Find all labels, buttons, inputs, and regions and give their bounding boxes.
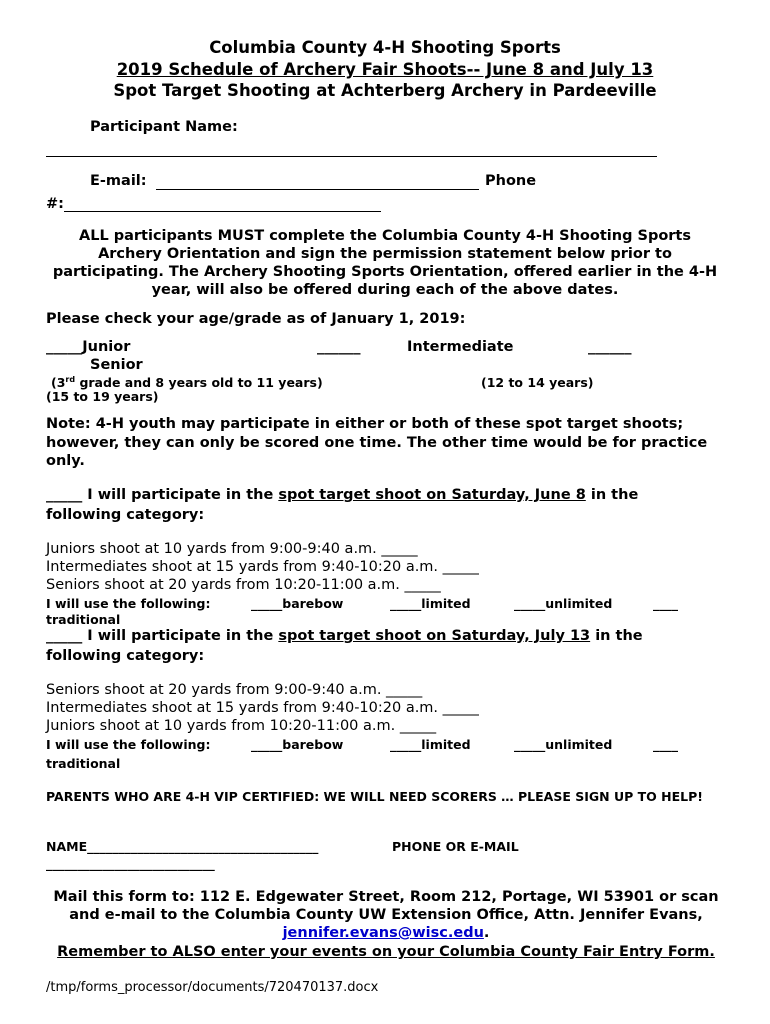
- june-limited[interactable]: _____limited: [390, 596, 471, 611]
- intermediate-description: (12 to 14 years): [481, 375, 594, 390]
- junior-option[interactable]: [46, 339, 130, 355]
- title-line-3: Spot Target Shooting at Achterberg Archery in Pardeeville: [113, 81, 657, 100]
- july-equip-label: I will use the following:: [46, 737, 211, 752]
- fair-entry-reminder: Remember to ALSO enter your events on your Columbia County Fair Entry Form.: [57, 944, 715, 960]
- phone-hash-label: #:: [46, 196, 64, 212]
- senior-description: (15 to 19 years): [46, 389, 159, 404]
- july-item-3[interactable]: Juniors shoot at 10 yards from 10:20-11:00 a.m. _____: [46, 718, 437, 734]
- june-participation-line: _____ I will participate in the spot target shoot on Saturday, June 8 in the: [46, 487, 639, 503]
- july-traditional-blank[interactable]: ____: [653, 737, 678, 752]
- july-participation-line: _____ I will participate in the spot target shoot on Saturday, July 13 in the: [46, 628, 643, 644]
- july-unlimited[interactable]: _____unlimited: [514, 737, 613, 752]
- july-item-2[interactable]: Intermediates shoot at 15 yards from 9:40-10:20 a.m. _____: [46, 700, 479, 716]
- june-item-3[interactable]: Seniors shoot at 20 yards from 10:20-11:00 a.m. _____: [46, 577, 441, 593]
- title-line-1: Columbia County 4-H Shooting Sports: [209, 38, 561, 57]
- june-blank[interactable]: _____: [46, 487, 83, 503]
- senior-label: Senior: [90, 357, 143, 373]
- june-barebow[interactable]: _____barebow: [251, 596, 344, 611]
- orientation-notice: ALL participants MUST complete the Columbia County 4-H Shooting Sports Archery Orientation and sign the permission statement below prior to participating. The Archery Shooting Sports Orientation, offered earlier in the 4-H year, will also be offered during each of the above dates.: [52, 228, 718, 298]
- participant-name-label: Participant Name:: [90, 119, 238, 135]
- july-blank[interactable]: _____: [46, 628, 83, 644]
- july-item-1[interactable]: Seniors shoot at 20 yards from 9:00-9:40 a.m. _____: [46, 682, 423, 698]
- june-equip-label: I will use the following:: [46, 596, 211, 611]
- phone-label: Phone: [485, 173, 537, 189]
- june-event: spot target shoot on Saturday, June 8: [278, 487, 586, 503]
- june-unlimited[interactable]: _____unlimited: [514, 596, 613, 611]
- email-field[interactable]: [156, 189, 479, 190]
- document-path: /tmp/forms_processor/documents/720470137.docx: [46, 980, 379, 995]
- participation-note: Note: 4-H youth may participate in either or both of these spot target shoots; however, they can only be scored one time. The other time would be for practice only.: [46, 416, 708, 469]
- junior-blank: _____: [46, 339, 83, 355]
- july-traditional-label: traditional: [46, 756, 121, 771]
- july-barebow[interactable]: _____barebow: [251, 737, 344, 752]
- junior-description: (3rd grade and 8 years old to 11 years): [51, 375, 323, 391]
- title-line-2: 2019 Schedule of Archery Fair Shoots-- June 8 and July 13: [116, 60, 654, 79]
- june-traditional-label: traditional: [46, 612, 121, 627]
- intermediate-blank[interactable]: ______: [317, 339, 361, 355]
- phone-field[interactable]: [64, 211, 381, 212]
- july-category-label: following category:: [46, 648, 205, 664]
- vip-phone-field[interactable]: ___________________________: [46, 856, 215, 871]
- vip-name-row: [46, 839, 318, 854]
- mail-instructions: Mail this form to: 112 E. Edgewater Street, Room 212, Portage, WI 53901 or scan and e-mail to the Columbia County UW Extension Office, Attn. Jennifer Evans, jennifer.evans@wisc.edu.: [53, 889, 719, 941]
- july-event: spot target shoot on Saturday, July 13: [278, 628, 591, 644]
- vip-name-field[interactable]: _____________________________________: [87, 839, 319, 854]
- june-item-1[interactable]: Juniors shoot at 10 yards from 9:00-9:40 a.m. _____: [46, 541, 418, 557]
- june-item-2[interactable]: Intermediates shoot at 15 yards from 9:40-10:20 a.m. _____: [46, 559, 479, 575]
- july-limited[interactable]: _____limited: [390, 737, 471, 752]
- intermediate-label: Intermediate: [407, 339, 514, 355]
- vip-phone-label: PHONE OR E-MAIL: [392, 839, 519, 854]
- vip-scorers-notice: PARENTS WHO ARE 4-H VIP CERTIFIED: WE WILL NEED SCORERS … PLEASE SIGN UP TO HELP!: [46, 789, 703, 804]
- email-label: E-mail:: [90, 173, 147, 189]
- senior-blank[interactable]: ______: [588, 339, 632, 355]
- vip-name-label: NAME: [46, 839, 88, 854]
- junior-label: Junior: [82, 339, 131, 355]
- participant-name-field[interactable]: [46, 156, 657, 157]
- jennifer-evans-email-link[interactable]: jennifer.evans@wisc.edu: [282, 925, 484, 941]
- june-category-label: following category:: [46, 507, 205, 523]
- june-traditional-blank[interactable]: ____: [653, 596, 678, 611]
- age-prompt: Please check your age/grade as of January 1, 2019:: [46, 311, 466, 327]
